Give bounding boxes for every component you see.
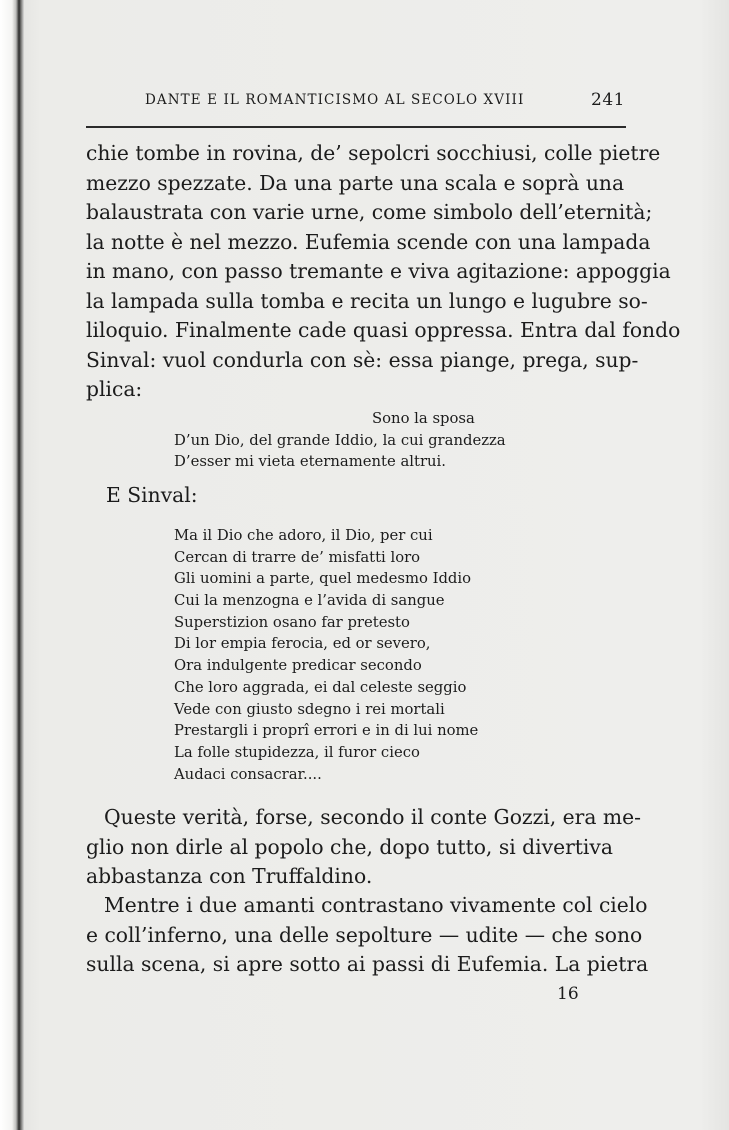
text-line: mezzo spezzate. Da una parte una scala e soprà una bbox=[86, 170, 625, 195]
verse-line: Superstizion osano far pretesto bbox=[174, 613, 410, 631]
verse-line: Gli uomini a parte, quel medesmo Iddio bbox=[174, 570, 472, 588]
book-binding-edge bbox=[0, 0, 24, 1130]
text-line: liloquio. Finalmente cade quasi oppressa. Entra dal fondo bbox=[86, 318, 681, 342]
verse-line: Sono la sposa bbox=[372, 410, 475, 427]
text-line: plica: bbox=[86, 377, 143, 401]
text-line: Mentre i due amanti contrastano vivamente col cielo bbox=[104, 893, 648, 917]
verse-line: Ma il Dio che adoro, il Dio, per cui bbox=[174, 527, 433, 544]
verse-line: Che loro aggrada, ei dal celeste seggio bbox=[174, 678, 467, 696]
paragraph-1 bbox=[86, 139, 681, 405]
header-rule bbox=[86, 126, 626, 128]
text-line: chie tombe in rovina, de’ sepolcri socchiusi, colle pietre bbox=[86, 141, 661, 165]
paragraph-2 bbox=[86, 803, 642, 892]
verse-line: D’un Dio, del grande Iddio, la cui grandezza bbox=[174, 431, 506, 449]
verse-quote-2 bbox=[174, 525, 478, 785]
verse-line: Ora indulgente predicar secondo bbox=[174, 657, 422, 675]
verse-line: Audaci consacrar.... bbox=[174, 765, 322, 783]
text-line: e coll’inferno, una delle sepolture — udite — che sono bbox=[86, 922, 643, 947]
page-header bbox=[145, 92, 625, 114]
verse-line: Di lor empia ferocia, ed or severo, bbox=[174, 635, 431, 653]
text-line: Queste verità, forse, secondo il conte Gozzi, era me- bbox=[104, 805, 642, 829]
text-line: balaustrata con varie urne, come simbolo dell’eternità; bbox=[86, 200, 653, 224]
page-number: 241 bbox=[591, 90, 625, 110]
text-line: glio non dirle al popolo che, dopo tutto, si divertiva bbox=[86, 834, 613, 859]
verse-quote-1 bbox=[174, 408, 506, 473]
verse-line: Cercan di trarre de’ misfatti loro bbox=[174, 548, 421, 566]
text-line: sulla scena, si apre sotto ai passi di Eufemia. La pietra bbox=[86, 952, 649, 976]
running-head: DANTE E IL ROMANTICISMO AL SECOLO XVIII bbox=[145, 92, 525, 108]
verse-line: La folle stupidezza, il furor cieco bbox=[174, 743, 420, 761]
text-line: abbastanza con Truffaldino. bbox=[86, 864, 373, 888]
text-line: in mano, con passo tremante e viva agitazione: appoggia bbox=[86, 259, 671, 283]
speaker-label: E Sinval: bbox=[106, 483, 198, 507]
verse-line: Vede con giusto sdegno i rei mortali bbox=[174, 700, 445, 718]
text-line: la lampada sulla tomba e recita un lungo e lugubre so- bbox=[86, 288, 648, 313]
signature-mark: 16 bbox=[557, 984, 579, 1004]
text-line: la notte è nel mezzo. Eufemia scende con una lampada bbox=[86, 229, 651, 254]
text-line: Sinval: vuol condurla con sè: essa piange, prega, sup- bbox=[86, 347, 639, 372]
paragraph-3 bbox=[86, 891, 649, 980]
verse-line: Cui la menzogna e l’avida di sangue bbox=[174, 592, 445, 610]
verse-line: Prestargli i proprî errori e in di lui nome bbox=[174, 722, 479, 740]
verse-line: D’esser mi vieta eternamente altrui. bbox=[174, 453, 446, 471]
